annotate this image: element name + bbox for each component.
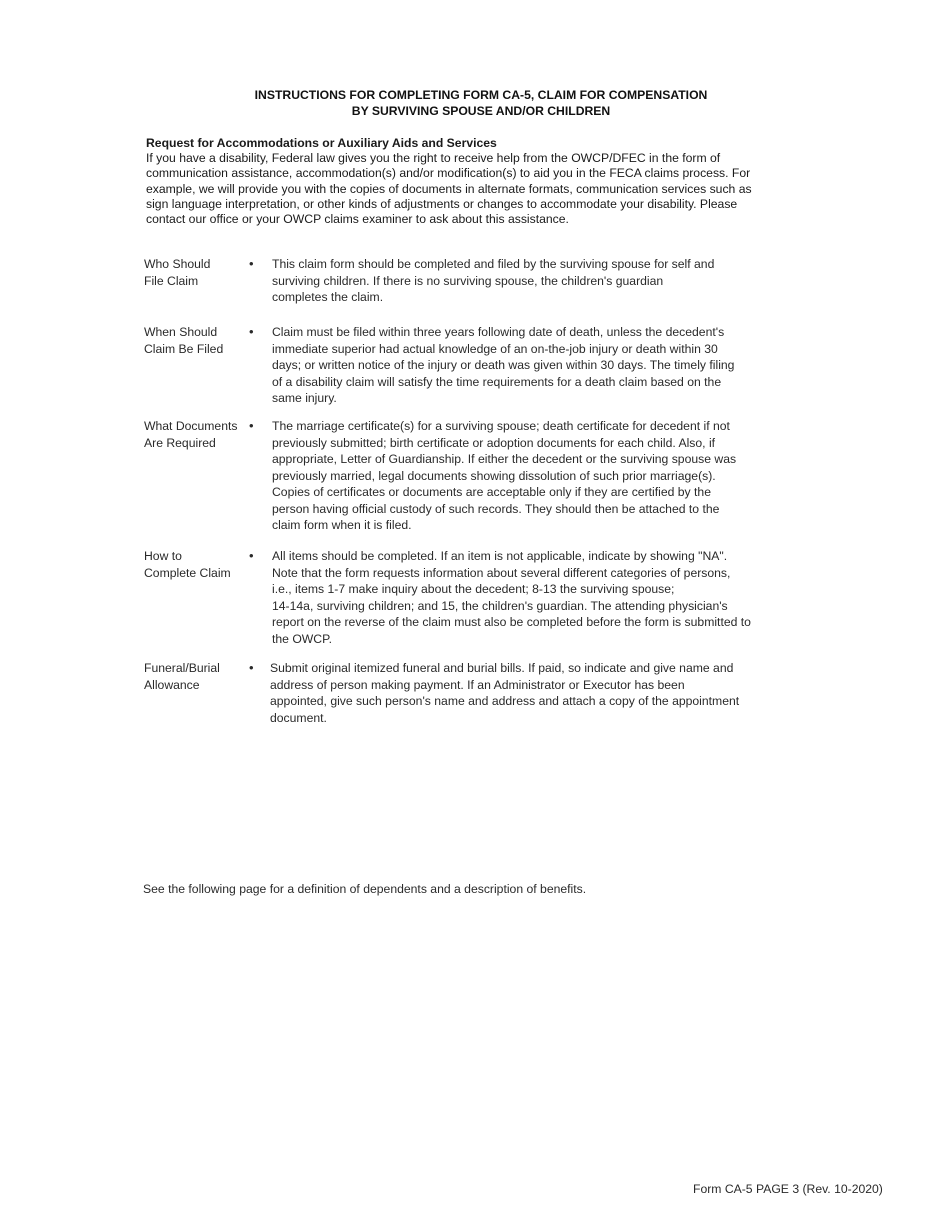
section-text-line: claim form when it is filed. bbox=[272, 518, 412, 532]
section-text-line: appropriate, Letter of Guardianship. If either the decedent or the surviving spouse was bbox=[272, 452, 737, 466]
section-text-line: same injury. bbox=[272, 391, 337, 405]
section-label-line: Claim Be Filed bbox=[144, 341, 224, 356]
section-label bbox=[144, 324, 248, 357]
section-label-line: File Claim bbox=[144, 273, 199, 288]
section-label-line: Allowance bbox=[144, 677, 200, 692]
section-label bbox=[144, 548, 248, 581]
bullet-icon: • bbox=[249, 660, 254, 675]
page-title-line-2: BY SURVIVING SPOUSE AND/OR CHILDREN bbox=[351, 103, 611, 118]
bullet-icon: • bbox=[249, 256, 254, 271]
section-label-line: Are Required bbox=[144, 435, 216, 450]
section-text-line: document. bbox=[270, 710, 327, 725]
section-text bbox=[272, 418, 772, 534]
section-text-line: 14-14a, surviving children; and 15, the children's guardian. The attending physician's bbox=[272, 598, 728, 613]
section-text-line: person having official custody of such records. They should then be attached to the bbox=[272, 501, 720, 516]
section-text-line: Submit original itemized funeral and burial bills. If paid, so indicate and give name and bbox=[270, 661, 734, 675]
section-label-line: What Documents bbox=[144, 419, 238, 433]
section-label bbox=[144, 418, 248, 451]
section-text bbox=[272, 256, 772, 306]
bullet-icon: • bbox=[249, 418, 254, 433]
section-text-line: address of person making payment. If an Administrator or Executor has been bbox=[270, 677, 685, 692]
page-title-line-1: INSTRUCTIONS FOR COMPLETING FORM CA-5, CLAIM FOR COMPENSATION bbox=[254, 88, 708, 102]
section-text-line: appointed, give such person's name and address and attach a copy of the appointment bbox=[270, 694, 740, 708]
section-text bbox=[272, 324, 772, 407]
accommodations-body: If you have a disability, Federal law gives you the right to receive help from the OWCP/DFEC in the form of communication assistance, accommodation(s) and/or modification(s) to aid you in the FECA claims process. For example, we will provide you with the copies of documents in alternate formats, communication services such as sign language interpretation, or other kinds of adjustments or changes to accommodate your disability. Please contact our office or your OWCP claims examiner to ask about this assistance. bbox=[146, 151, 752, 227]
section-text-line: the OWCP. bbox=[272, 631, 333, 646]
section-text-line: The marriage certificate(s) for a surviving spouse; death certificate for decedent if not bbox=[272, 419, 730, 433]
section-text-line: surviving children. If there is no surviving spouse, the children's guardian bbox=[272, 273, 664, 288]
section-label-line: Complete Claim bbox=[144, 565, 231, 580]
accommodations-section bbox=[146, 136, 776, 227]
section-text bbox=[272, 548, 772, 647]
section-text-line: Claim must be filed within three years following date of death, unless the decedent's bbox=[272, 325, 725, 339]
section-label-line: When Should bbox=[144, 325, 218, 339]
section-text-line: This claim form should be completed and filed by the surviving spouse for self and bbox=[272, 257, 715, 271]
section-text-line: days; or written notice of the injury or death was given within 30 days. The timely filing bbox=[272, 358, 735, 372]
section-label-line: Funeral/Burial bbox=[144, 661, 220, 675]
section-label-line: How to bbox=[144, 549, 182, 563]
section-label bbox=[144, 256, 248, 289]
section-text bbox=[270, 660, 770, 726]
section-text-line: previously married, legal documents showing dissolution of such prior marriage(s). bbox=[272, 468, 716, 483]
section-text-line: immediate superior had actual knowledge of an on-the-job injury or death within 30 bbox=[272, 341, 718, 356]
section-text-line: previously submitted; birth certificate or adoption documents for each child. Also, if bbox=[272, 435, 716, 450]
form-identifier: Form CA-5 PAGE 3 (Rev. 10-2020) bbox=[693, 1182, 883, 1196]
page-title bbox=[0, 88, 950, 119]
bullet-icon: • bbox=[249, 324, 254, 339]
section-text-line: i.e., items 1-7 make inquiry about the decedent; 8-13 the surviving spouse; bbox=[272, 582, 675, 596]
section-text-line: of a disability claim will satisfy the time requirements for a death claim based on the bbox=[272, 374, 722, 389]
section-text-line: Note that the form requests information about several different categories of persons, bbox=[272, 565, 731, 580]
section-label-line: Who Should bbox=[144, 257, 211, 271]
section-text-line: completes the claim. bbox=[272, 290, 384, 304]
section-text-line: All items should be completed. If an item is not applicable, indicate by showing "NA". bbox=[272, 549, 728, 563]
bullet-icon: • bbox=[249, 548, 254, 563]
footer-note: See the following page for a definition of dependents and a description of benefits. bbox=[143, 882, 587, 896]
section-text-line: report on the reverse of the claim must also be completed before the form is submitted to bbox=[272, 615, 751, 629]
section-text-line: Copies of certificates or documents are acceptable only if they are certified by the bbox=[272, 485, 711, 499]
accommodations-heading: Request for Accommodations or Auxiliary Aids and Services bbox=[146, 136, 497, 150]
section-label bbox=[144, 660, 248, 693]
